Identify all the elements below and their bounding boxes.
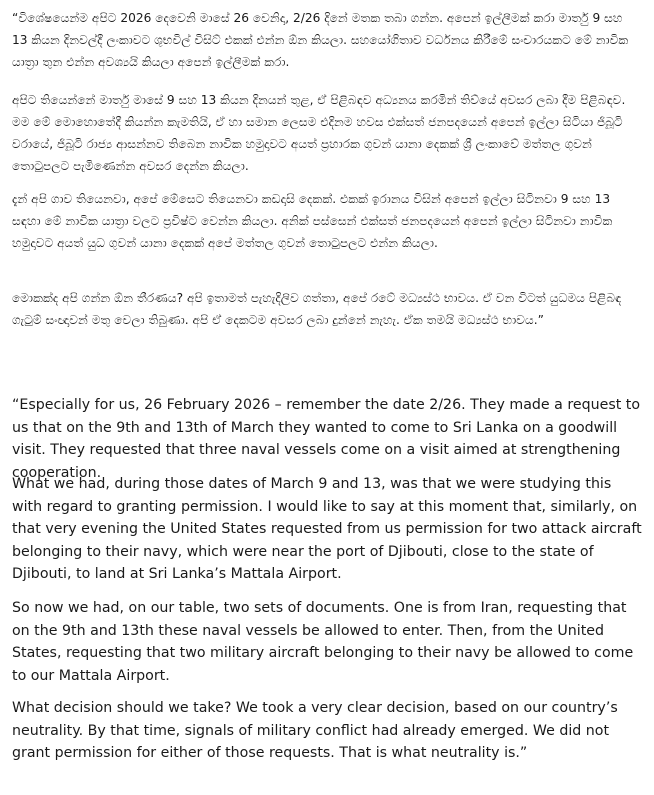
english-paragraph-3: So now we had, on our table, two sets of documents. One is from Iran, requesting that on the 9th and 13th these naval vessels be allowed to enter. Then, from the United States, requesting that two military aircraft belonging to their navy be allowed to come to our Mattala Airport. [12, 600, 634, 684]
sinhala-paragraph-4: මොකක්ද අපි ගන්න ඕන තීරණය? අපි ඉතාමත් පැහැදිලිව ගත්තා, අපේ රටේ මධ්‍යස්ථ භාවය. ඒ වන විටත් යුධමය පිළිබඳ ගැටුම් සංඥාවන් මතු වෙලා තිබුණා. අපි ඒ දෙකටම අවසර ලබා දුන්නේ නැහැ. ඒක තමයි මධ්‍යස්ථ භාවය.” [12, 291, 622, 327]
sinhala-paragraph-1: “විශේෂයෙන්ම අපිට 2026 දෙවෙනි මාසේ 26 වෙනිදා, 2/26 දිනේ මතක තබා ගන්න. අපෙන් ඉල්ලීමක් කරා මාර්තු 9 සහ 13 කියන දිනවල්දී ලංකාවට ශුභවිල් විසිට් එකක් එන්න ඕන කියලා. සහයෝගිතාව වර්ධනය කිරීමේ සංචාරයකට මේ නාවික යාත්‍රා තුන එන්න අවශ්‍යයි කියලා අපෙන් ඉල්ලීමක් කරා. [12, 11, 629, 69]
english-paragraph-2: What we had, during those dates of March 9 and 13, was that we were studying this with regard to granting permission. I would like to say at this moment that, similarly, on that very evening the United States requested from us permission for two attack aircraft belonging to their navy, which were near the port of Djibouti, close to the state of Djibouti, to land at Sri Lanka’s Mattala Airport. [12, 476, 642, 582]
english-paragraph-4: What decision should we take? We took a very clear decision, based on our country’s neutrality. By that time, signals of military conflict had already emerged. We did not grant permission for either of those requests. That is what neutrality is.” [12, 700, 618, 761]
sinhala-paragraph-3: දැන් අපි ගාව තියෙනවා, අපේ මේසෙට තියෙනවා කඩදාසි දෙකක්. එකක් ඉරානය විසින් අපෙන් ඉල්ලා සිටිනවා 9 සහ 13 සඳහා මේ නාවික යාත්‍රා වලට ප්‍රවිෂ්ට වෙන්න කියලා. අනික් පස්සෙන් එක්සත් ජනපදයෙන් අපෙන් ඉල්ලා සිටිනවා නාවික හමුදාවට අයත් යුධ ගුවන් යානා දෙකක් අපේ මත්තල ගුවන් තොටුපලට එන්න කියලා. [12, 192, 613, 250]
english-paragraph-1: “Especially for us, 26 February 2026 – remember the date 2/26. They made a request to us that on the 9th and 13th of March they wanted to come to Sri Lanka on a goodwill visit. They requested that three naval vessels come on a visit aimed at strengthening cooperation. [12, 397, 641, 481]
sinhala-paragraph-2: අපිට තියෙන්නේ මාර්තු මාසේ 9 සහ 13 කියන දිනයන් තුළ, ඒ පිළිබඳව අධ්‍යනය කරමින් තිව්යේ අවසර ලබා දීම පිළිබඳව. මම මේ මොහොතේදී කියන්න කැමතියි, ඒ හා සමාන ලෙසම එදිනම හවස එක්සත් ජනපදයෙන් අපෙන් ඉල්ලා සිටියා ජිබූටි වරායේ, ජිබූටි රාජ්‍ය ආසන්නව තිබෙන නාවික හමුදාවට අයත් ප්‍රහාරක ගුවන් යානා දෙකක් ශ්‍රී ලංකාවේ මත්තල ගුවන් තොටුපලට පැමිණෙන්න අවසර දෙන්න කියලා. [12, 93, 626, 173]
